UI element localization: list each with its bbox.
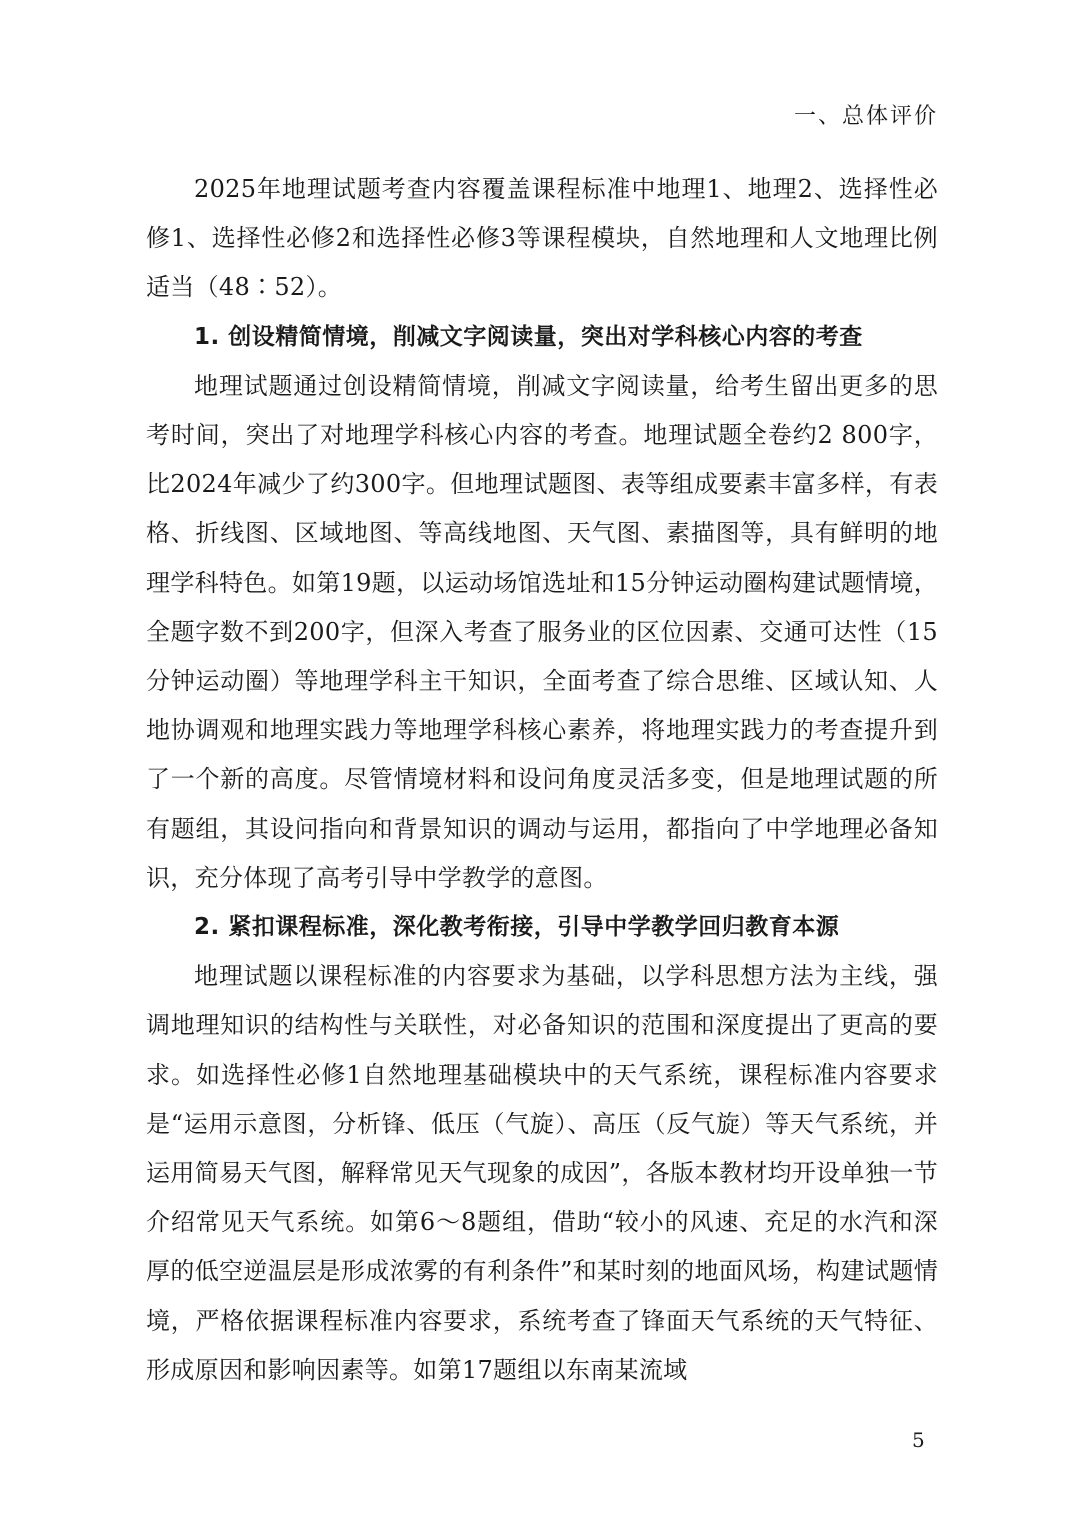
- subsection-1-paragraph: 地理试题通过创设精简情境，削减文字阅读量，给考生留出更多的思考时间，突出了对地理学科核心内容的考查。地理试题全卷约2 800字，比2024年减少了约300字。但地理试题图、表等组成要素丰富多样，有表格、折线图、区域地图、等高线地图、天气图、素描图等，具有鲜明的地理学科特色。如第19题，以运动场馆选址和15分钟运动圈构建试题情境，全题字数不到200字，但深入考查了服务业的区位因素、交通可达性（15分钟运动圈）等地理学科主干知识，全面考查了综合思维、区域认知、人地协调观和地理实践力等地理学科核心素养，将地理实践力的考查提升到了一个新的高度。尽管情境材料和设问角度灵活多变，但是地理试题的所有题组，其设问指向和背景知识的调动与运用，都指向了中学地理必备知识，充分体现了高考引导中学教学的意图。: [146, 371, 938, 892]
- section-heading: 一、总体评价: [793, 104, 938, 129]
- page-number: 5: [912, 1428, 925, 1452]
- intro-paragraph: 2025年地理试题考查内容覆盖课程标准中地理1、地理2、选择性必修1、选择性必修2和选择性必修3等课程模块，自然地理和人文地理比例适当（48∶52）。: [146, 175, 938, 302]
- document-page: [146, 0, 938, 1527]
- subsection-2-title: 2. 紧扣课程标准，深化教考衔接，引导中学教学回归教育本源: [194, 914, 840, 941]
- document-body: [146, 165, 938, 1395]
- subsection-1-title: 1. 创设精简情境，削减文字阅读量，突出对学科核心内容的考查: [194, 323, 863, 350]
- subsection-2-paragraph: 地理试题以课程标准的内容要求为基础，以学科思想方法为主线，强调地理知识的结构性与关联性，对必备知识的范围和深度提出了更高的要求。如选择性必修1自然地理基础模块中的天气系统，课程标准内容要求是“运用示意图，分析锋、低压（气旋）、高压（反气旋）等天气系统，并运用简易天气图，解释常见天气现象的成因”，各版本教材均开设单独一节介绍常见天气系统。如第6～8题组，借助“较小的风速、充足的水汽和深厚的低空逆温层是形成浓雾的有利条件”和某时刻的地面风场，构建试题情境，严格依据课程标准内容要求，系统考查了锋面天气系统的天气特征、形成原因和影响因素等。如第17题组以东南某流域: [146, 962, 938, 1384]
